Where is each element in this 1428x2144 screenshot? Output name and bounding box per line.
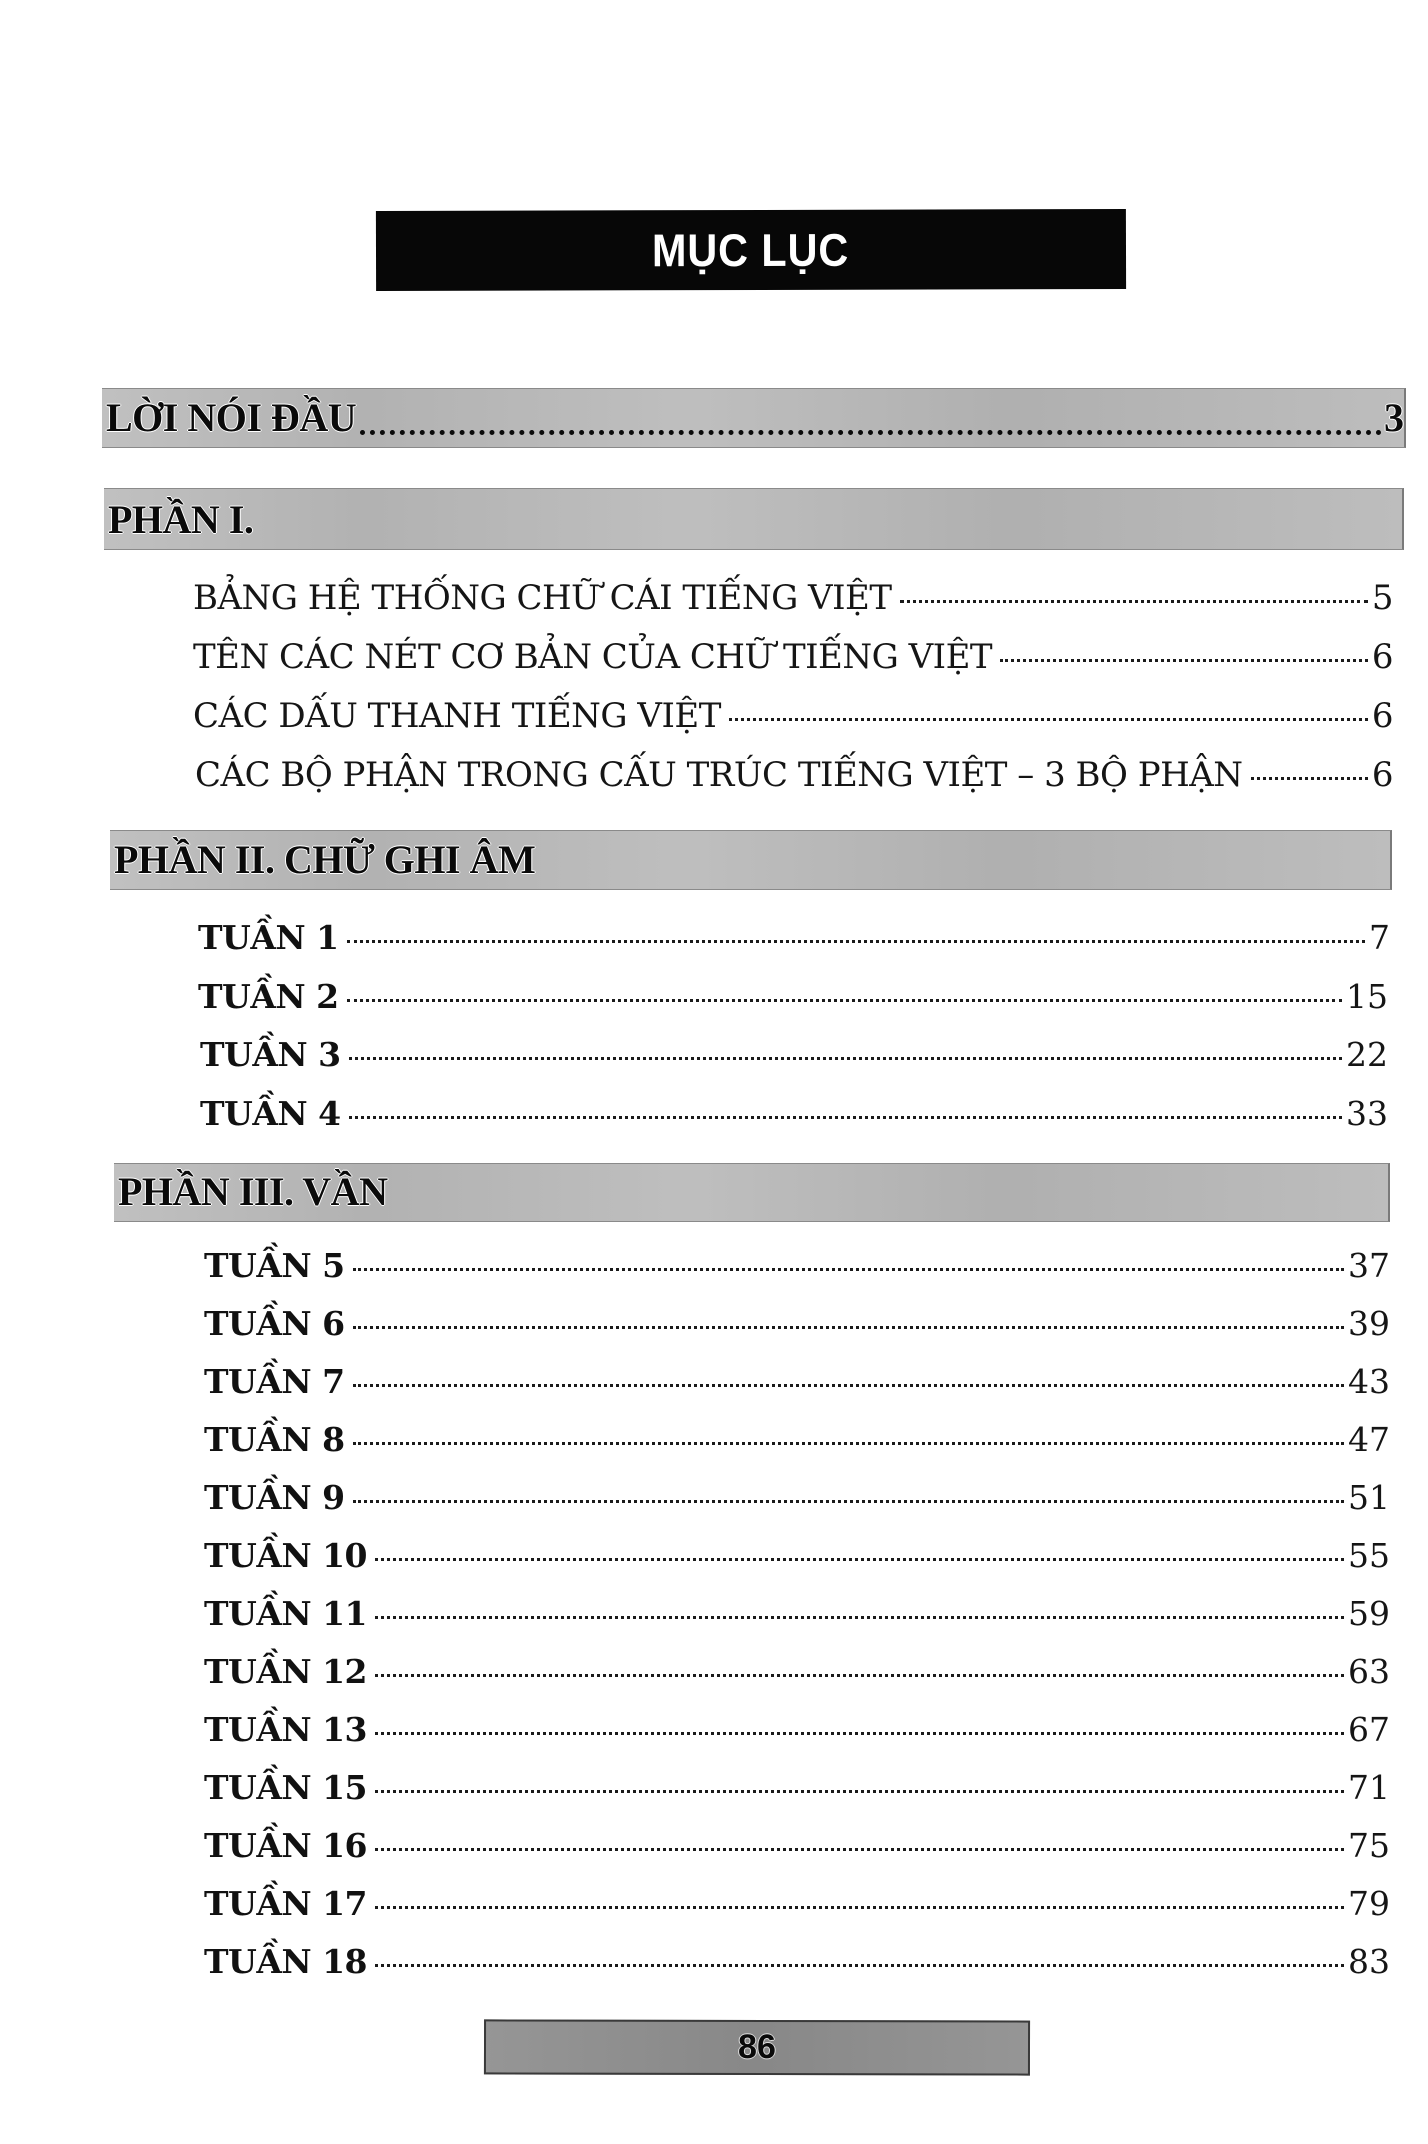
toc-entry-page: 51 bbox=[1348, 1478, 1390, 1517]
part1-heading-bar bbox=[104, 488, 1404, 550]
dot-leader bbox=[375, 1616, 1344, 1619]
page-title: MỤC LỤC bbox=[652, 223, 850, 277]
part1-heading: PHẦN I. bbox=[108, 497, 254, 542]
toc-entry[interactable] bbox=[204, 1884, 1390, 1932]
toc-entry[interactable] bbox=[204, 1768, 1390, 1816]
toc-entry-page: 83 bbox=[1348, 1942, 1390, 1981]
toc-entry-page: 71 bbox=[1348, 1768, 1390, 1807]
toc-entry-page: 6 bbox=[1371, 637, 1393, 677]
toc-entry[interactable] bbox=[204, 1536, 1390, 1584]
toc-entry-label: TUẦN 4 bbox=[200, 1094, 341, 1133]
toc-entry-label: TUẦN 2 bbox=[198, 977, 339, 1016]
dot-leader bbox=[360, 430, 1382, 435]
toc-entry[interactable] bbox=[204, 1942, 1390, 1990]
toc-entry[interactable] bbox=[193, 637, 1393, 685]
dot-leader bbox=[347, 999, 1342, 1002]
toc-entry-page: 63 bbox=[1348, 1652, 1390, 1691]
dot-leader bbox=[1000, 659, 1368, 662]
toc-entry[interactable] bbox=[204, 1478, 1390, 1526]
dot-leader bbox=[347, 940, 1365, 943]
toc-entry-page: 7 bbox=[1369, 918, 1390, 957]
toc-entry-label: TUẦN 10 bbox=[204, 1536, 368, 1575]
page-number: 86 bbox=[738, 2027, 776, 2067]
part2-heading-bar bbox=[110, 830, 1392, 890]
dot-leader bbox=[353, 1268, 1344, 1271]
dot-leader bbox=[1251, 777, 1368, 780]
toc-entry[interactable] bbox=[204, 1420, 1390, 1468]
preface-page-number: 3 bbox=[1384, 395, 1404, 440]
dot-leader bbox=[900, 600, 1368, 603]
dot-leader bbox=[353, 1442, 1344, 1445]
toc-entry-label: TUẦN 17 bbox=[204, 1884, 368, 1923]
toc-entry-label: TUẦN 3 bbox=[200, 1035, 341, 1074]
toc-entry-page: 15 bbox=[1346, 977, 1388, 1016]
toc-entry-page: 33 bbox=[1346, 1094, 1388, 1133]
toc-entry-page: 43 bbox=[1348, 1362, 1390, 1401]
dot-leader bbox=[349, 1116, 1342, 1119]
dot-leader bbox=[375, 1790, 1344, 1793]
toc-entry-page: 6 bbox=[1371, 755, 1393, 795]
toc-entry[interactable] bbox=[198, 977, 1388, 1025]
toc-entry-label: TUẦN 16 bbox=[204, 1826, 368, 1865]
dot-leader bbox=[353, 1500, 1344, 1503]
toc-entry-label: TUẦN 18 bbox=[204, 1942, 368, 1981]
toc-entry[interactable] bbox=[204, 1710, 1390, 1758]
toc-entry[interactable] bbox=[204, 1362, 1390, 1410]
toc-entry-page: 55 bbox=[1348, 1536, 1390, 1575]
toc-entry[interactable] bbox=[200, 1094, 1388, 1142]
dot-leader bbox=[349, 1057, 1342, 1060]
dot-leader bbox=[375, 1558, 1344, 1561]
toc-entry-label: TÊN CÁC NÉT CƠ BẢN CỦA CHỮ TIẾNG VIỆT bbox=[193, 637, 993, 677]
toc-entry-label: TUẦN 6 bbox=[204, 1304, 345, 1343]
dot-leader bbox=[375, 1674, 1344, 1677]
preface-label: LỜI NÓI ĐẦU bbox=[106, 395, 357, 440]
toc-entry[interactable] bbox=[198, 918, 1390, 966]
toc-entry-label: BẢNG HỆ THỐNG CHỮ CÁI TIẾNG VIỆT bbox=[193, 578, 892, 618]
toc-entry-label: TUẦN 13 bbox=[204, 1710, 368, 1749]
toc-entry-page: 6 bbox=[1371, 696, 1393, 736]
toc-entry-page: 75 bbox=[1348, 1826, 1390, 1865]
toc-entry-page: 22 bbox=[1346, 1035, 1388, 1074]
footer-page-bar bbox=[484, 2019, 1030, 2075]
dot-leader bbox=[375, 1732, 1344, 1735]
toc-entry-page: 67 bbox=[1348, 1710, 1390, 1749]
toc-entry[interactable] bbox=[204, 1826, 1390, 1874]
toc-entry-page: 39 bbox=[1348, 1304, 1390, 1343]
toc-entry-label: TUẦN 1 bbox=[198, 918, 339, 957]
toc-entry-label: TUẦN 7 bbox=[204, 1362, 345, 1401]
toc-entry-page: 59 bbox=[1348, 1594, 1390, 1633]
dot-leader bbox=[729, 718, 1368, 721]
toc-entry[interactable] bbox=[200, 1035, 1388, 1083]
toc-entry[interactable] bbox=[193, 578, 1393, 626]
toc-entry-page: 47 bbox=[1348, 1420, 1390, 1459]
toc-entry[interactable] bbox=[193, 696, 1393, 744]
part3-heading-bar bbox=[114, 1163, 1390, 1222]
toc-entry[interactable] bbox=[204, 1652, 1390, 1700]
toc-entry-page: 37 bbox=[1348, 1246, 1390, 1285]
dot-leader bbox=[375, 1964, 1344, 1967]
toc-preface-bar[interactable] bbox=[102, 388, 1406, 448]
dot-leader bbox=[375, 1906, 1344, 1909]
dot-leader bbox=[375, 1848, 1344, 1851]
dot-leader bbox=[353, 1326, 1344, 1329]
toc-entry[interactable] bbox=[204, 1246, 1390, 1294]
toc-entry-label: TUẦN 11 bbox=[204, 1594, 368, 1633]
toc-entry-label: TUẦN 15 bbox=[204, 1768, 368, 1807]
toc-entry-label: TUẦN 8 bbox=[204, 1420, 345, 1459]
title-banner bbox=[376, 209, 1126, 291]
toc-entry-label: CÁC DẤU THANH TIẾNG VIỆT bbox=[193, 696, 721, 736]
toc-entry-label: TUẦN 9 bbox=[204, 1478, 345, 1517]
toc-entry[interactable] bbox=[195, 755, 1393, 803]
toc-entry-page: 79 bbox=[1348, 1884, 1390, 1923]
toc-entry-label: TUẦN 12 bbox=[204, 1652, 368, 1691]
toc-entry-label: TUẦN 5 bbox=[204, 1246, 345, 1285]
toc-entry[interactable] bbox=[204, 1594, 1390, 1642]
part3-heading: PHẦN III. VẦN bbox=[118, 1169, 388, 1214]
dot-leader bbox=[353, 1384, 1344, 1387]
toc-entry-label: CÁC BỘ PHẬN TRONG CẤU TRÚC TIẾNG VIỆT – 3 BỘ PHẬN bbox=[195, 755, 1243, 795]
toc-entry-page: 5 bbox=[1371, 578, 1393, 618]
part2-heading: PHẦN II. CHỮ GHI ÂM bbox=[114, 837, 536, 882]
toc-entry[interactable] bbox=[204, 1304, 1390, 1352]
